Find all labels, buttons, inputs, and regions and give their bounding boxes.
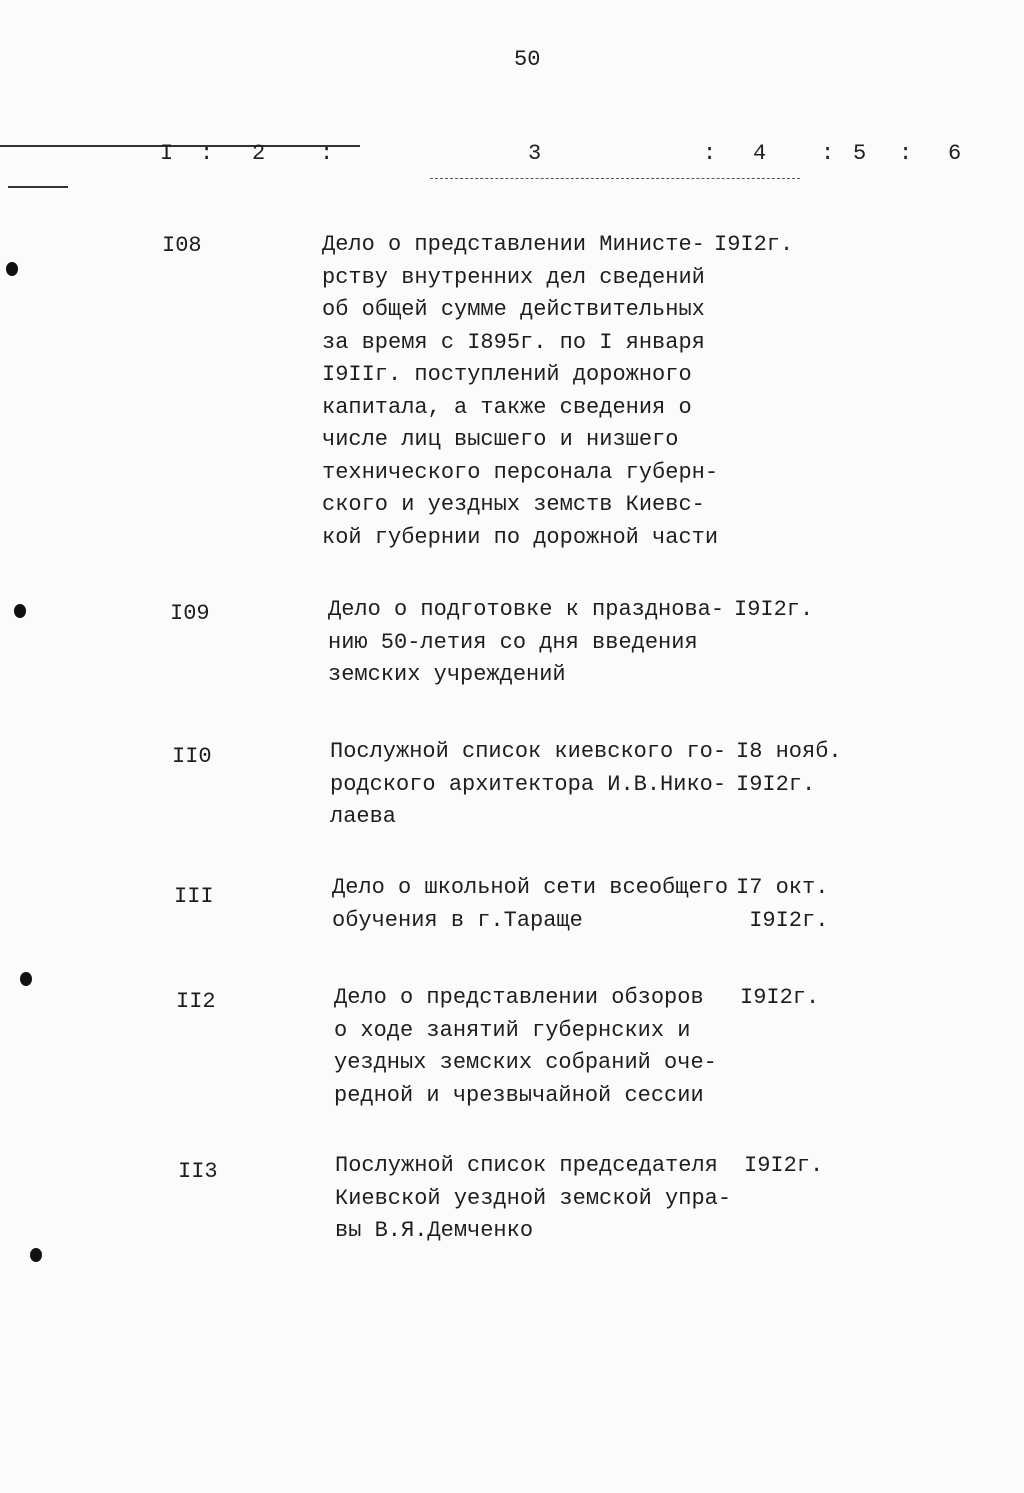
entry-date: I9I2г. xyxy=(736,907,829,933)
entry-date: I9I2г. xyxy=(740,985,820,1010)
entry-description-line: родского архитектора И.В.Нико- xyxy=(330,771,727,797)
entry-description-line: I9IIг. поступлений дорожного xyxy=(322,362,692,387)
entry-description-line: нию 50-летия со дня введения xyxy=(328,629,698,655)
entry-description-line: ского и уездных земств Киевс- xyxy=(322,492,705,517)
entry-description-line: технического персонала губерн- xyxy=(322,459,719,485)
column-header: 4 xyxy=(753,141,767,166)
entry-description-line: Дело о школьной сети всеобщего xyxy=(332,875,729,900)
entry-description-line: капитала, а также сведения о xyxy=(322,394,692,420)
header-rule-left xyxy=(0,145,360,147)
entry-date: I9I2г. xyxy=(734,597,814,622)
page-number: 50 xyxy=(514,47,541,72)
entry-description-line: о ходе занятий губернских и xyxy=(334,1017,691,1043)
header-rule-dashed xyxy=(430,178,800,179)
punch-hole-mark xyxy=(30,1248,42,1262)
entry-description-line: Дело о представлении обзоров xyxy=(334,985,704,1010)
entry-description-line: Дело о представлении Министе- xyxy=(322,232,705,257)
entry-description-line: об общей сумме действительных xyxy=(322,297,705,322)
column-header: 2 xyxy=(252,141,266,166)
entry-description-line: земских учреждений xyxy=(328,662,566,687)
entry-description-line: лаева xyxy=(330,804,397,829)
entry-number: II0 xyxy=(172,744,212,769)
entry-date: I9I2г. xyxy=(736,771,816,797)
entry-description-line: числе лиц высшего и низшего xyxy=(322,427,679,452)
entry-date: I9I2г. xyxy=(714,232,794,257)
entry-number: III xyxy=(174,884,214,909)
entry-description-line: Дело о подготовке к празднова- xyxy=(328,597,725,622)
column-header: I xyxy=(160,141,174,166)
punch-hole-mark xyxy=(14,604,26,618)
column-separator: : xyxy=(200,141,214,166)
entry-description-line: Киевской уездной земской упра- xyxy=(335,1185,732,1211)
entry-description-line: редной и чрезвычайной сессии xyxy=(334,1082,704,1108)
entry-number: I09 xyxy=(170,601,210,626)
entry-description-line: рству внутренних дел сведений xyxy=(322,264,705,290)
entry-date: I9I2г. xyxy=(744,1153,824,1178)
punch-hole-mark xyxy=(20,972,32,986)
entry-description-line: Послужной список киевского го- xyxy=(330,739,727,764)
entry-description-line: Послужной список председателя xyxy=(335,1153,718,1178)
header-rule-left-short xyxy=(8,186,68,188)
entry-description-line: вы В.Я.Демченко xyxy=(335,1218,534,1243)
entry-description-line: уездных земских собраний оче- xyxy=(334,1050,717,1075)
column-header: 3 xyxy=(528,141,542,166)
punch-hole-mark xyxy=(6,262,18,276)
column-header: 6 xyxy=(948,141,962,166)
entry-date: I8 нояб. xyxy=(736,739,842,764)
entry-date: I7 окт. xyxy=(736,875,829,900)
entry-number: II2 xyxy=(176,989,216,1014)
entry-description-line: за время с I895г. по I января xyxy=(322,329,705,355)
column-separator: : xyxy=(821,141,835,166)
entry-number: I08 xyxy=(162,233,202,258)
column-header: 5 xyxy=(853,141,867,166)
entry-description-line: кой губернии по дорожной части xyxy=(322,524,719,550)
column-separator: : xyxy=(899,141,913,166)
entry-number: II3 xyxy=(178,1159,218,1184)
column-separator: : xyxy=(320,141,334,166)
entry-description-line: обучения в г.Тараще xyxy=(332,907,583,933)
column-separator: : xyxy=(703,141,717,166)
